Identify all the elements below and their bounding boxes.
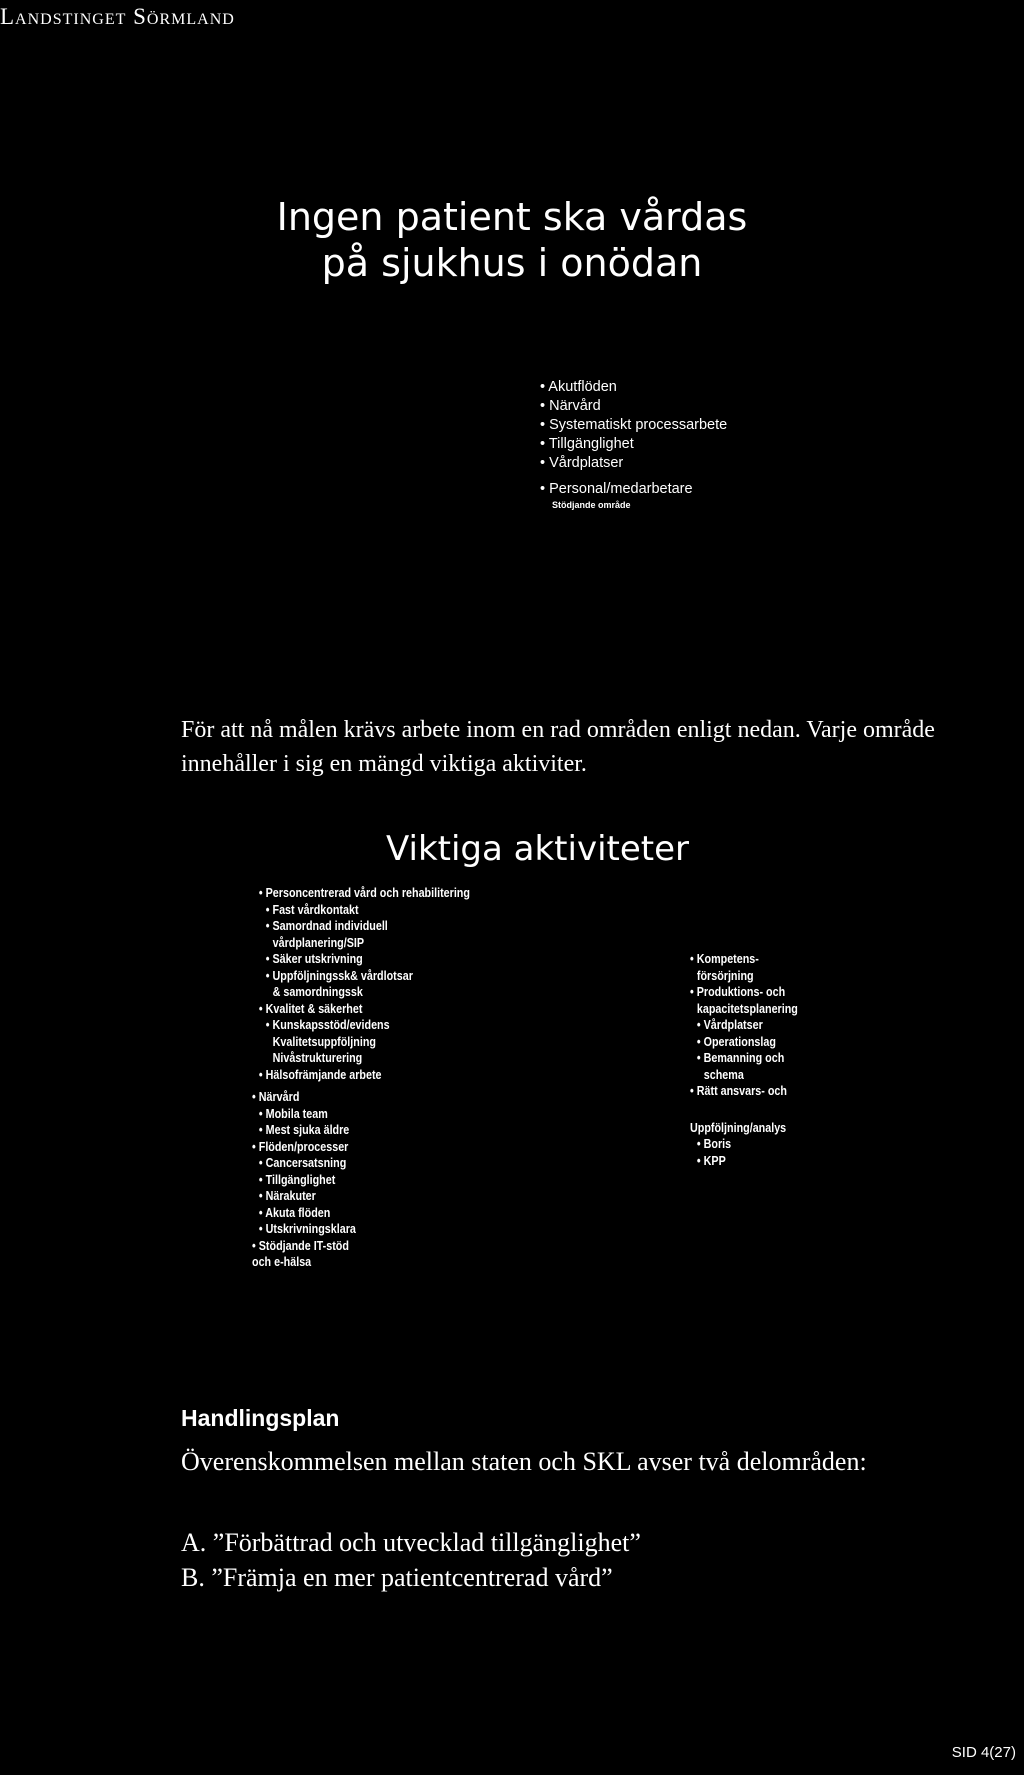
list-item: • Personal/medarbetare	[540, 481, 693, 497]
list-item: • Närvård	[540, 398, 601, 414]
activity-item: försörjning	[696, 968, 754, 983]
hero-line-2: på sjukhus i onödan	[321, 241, 703, 285]
activity-item: • Rätt ansvars- och	[690, 1084, 787, 1098]
activity-item: • Operationslag	[696, 1034, 776, 1049]
list-note: Stödjande område	[552, 500, 631, 510]
list-item: • Vårdplatser	[540, 455, 624, 471]
activity-item: • Mest sjuka äldre	[258, 1123, 350, 1137]
activity-item: vårdplanering/SIP	[272, 935, 365, 950]
activity-item: • Mobila team	[258, 1106, 328, 1121]
activity-item: • KPP	[696, 1153, 726, 1168]
activity-item: • Fast vårdkontakt	[265, 902, 359, 917]
activity-item: Nivåstrukturering	[272, 1051, 363, 1065]
activity-item: • Närvård	[252, 1090, 300, 1104]
page-number: SID 4(27)	[951, 1744, 1016, 1761]
activity-item: • Kompetens-	[690, 952, 759, 966]
activity-item: • Akuta flöden	[258, 1205, 331, 1220]
activity-item: Uppföljning/analys	[690, 1120, 787, 1135]
activities-title: Viktiga aktiviteter	[386, 829, 689, 869]
hero-line-1: Ingen patient ska vårdas	[276, 195, 748, 239]
activity-item: • Stödjande IT-stöd	[252, 1238, 349, 1253]
list-item: • Akutflöden	[540, 379, 617, 395]
plan-item-b: B. ”Främja en mer patientcentrerad vård”	[181, 1563, 613, 1592]
activity-item: schema	[703, 1067, 744, 1082]
list-item: • Systematiskt processarbete	[540, 417, 728, 433]
hero-heading	[0, 194, 1024, 286]
activity-item: • Tillgänglighet	[258, 1172, 336, 1187]
activity-item: kapacitetsplanering	[696, 1001, 798, 1016]
activity-item: • Utskrivningsklara	[258, 1222, 356, 1236]
plan-item-a: A. ”Förbättrad och utvecklad tillgänglighet”	[181, 1528, 641, 1557]
activity-item: • Kvalitet & säkerhet	[258, 1001, 363, 1016]
activity-item: • Produktions- och	[690, 985, 786, 999]
activities-left-column	[252, 885, 470, 1271]
activity-item: • Cancersatsning	[258, 1156, 347, 1170]
plan-heading: Handlingsplan	[181, 1405, 340, 1431]
activity-item: • Vårdplatser	[696, 1018, 763, 1032]
activity-item: och e-hälsa	[252, 1255, 312, 1269]
activity-item: • Kunskapsstöd/evidens	[265, 1018, 390, 1032]
activity-item: • Hälsofrämjande arbete	[258, 1067, 382, 1082]
activity-item: • Bemanning och	[696, 1051, 785, 1065]
activity-item: & samordningssk	[272, 985, 363, 999]
activities-right-column	[690, 951, 798, 1169]
activity-item: • Personcentrerad vård och rehabilitering	[258, 886, 470, 900]
activity-item: • Säker utskrivning	[265, 952, 363, 966]
organization-title: Landstinget Sörmland	[0, 4, 235, 29]
activity-item: • Flöden/processer	[252, 1139, 349, 1154]
activity-item: • Boris	[696, 1137, 732, 1151]
plan-list	[181, 1525, 641, 1595]
list-item: • Tillgänglighet	[540, 436, 634, 452]
activity-item: • Samordnad individuell	[265, 919, 388, 933]
plan-intro: Överenskommelsen mellan staten och SKL avser två delområden:	[181, 1447, 867, 1476]
activity-item: • Uppföljningssk& vårdlotsar	[265, 968, 413, 983]
focus-areas-list	[540, 378, 727, 511]
activity-item: Kvalitetsuppföljning	[272, 1034, 376, 1049]
intro-paragraph: För att nå målen krävs arbete inom en rad områden enligt nedan. Varje område innehåller i sig en mängd viktiga aktiviter.	[181, 717, 935, 777]
activity-item: • Närakuter	[258, 1189, 316, 1203]
